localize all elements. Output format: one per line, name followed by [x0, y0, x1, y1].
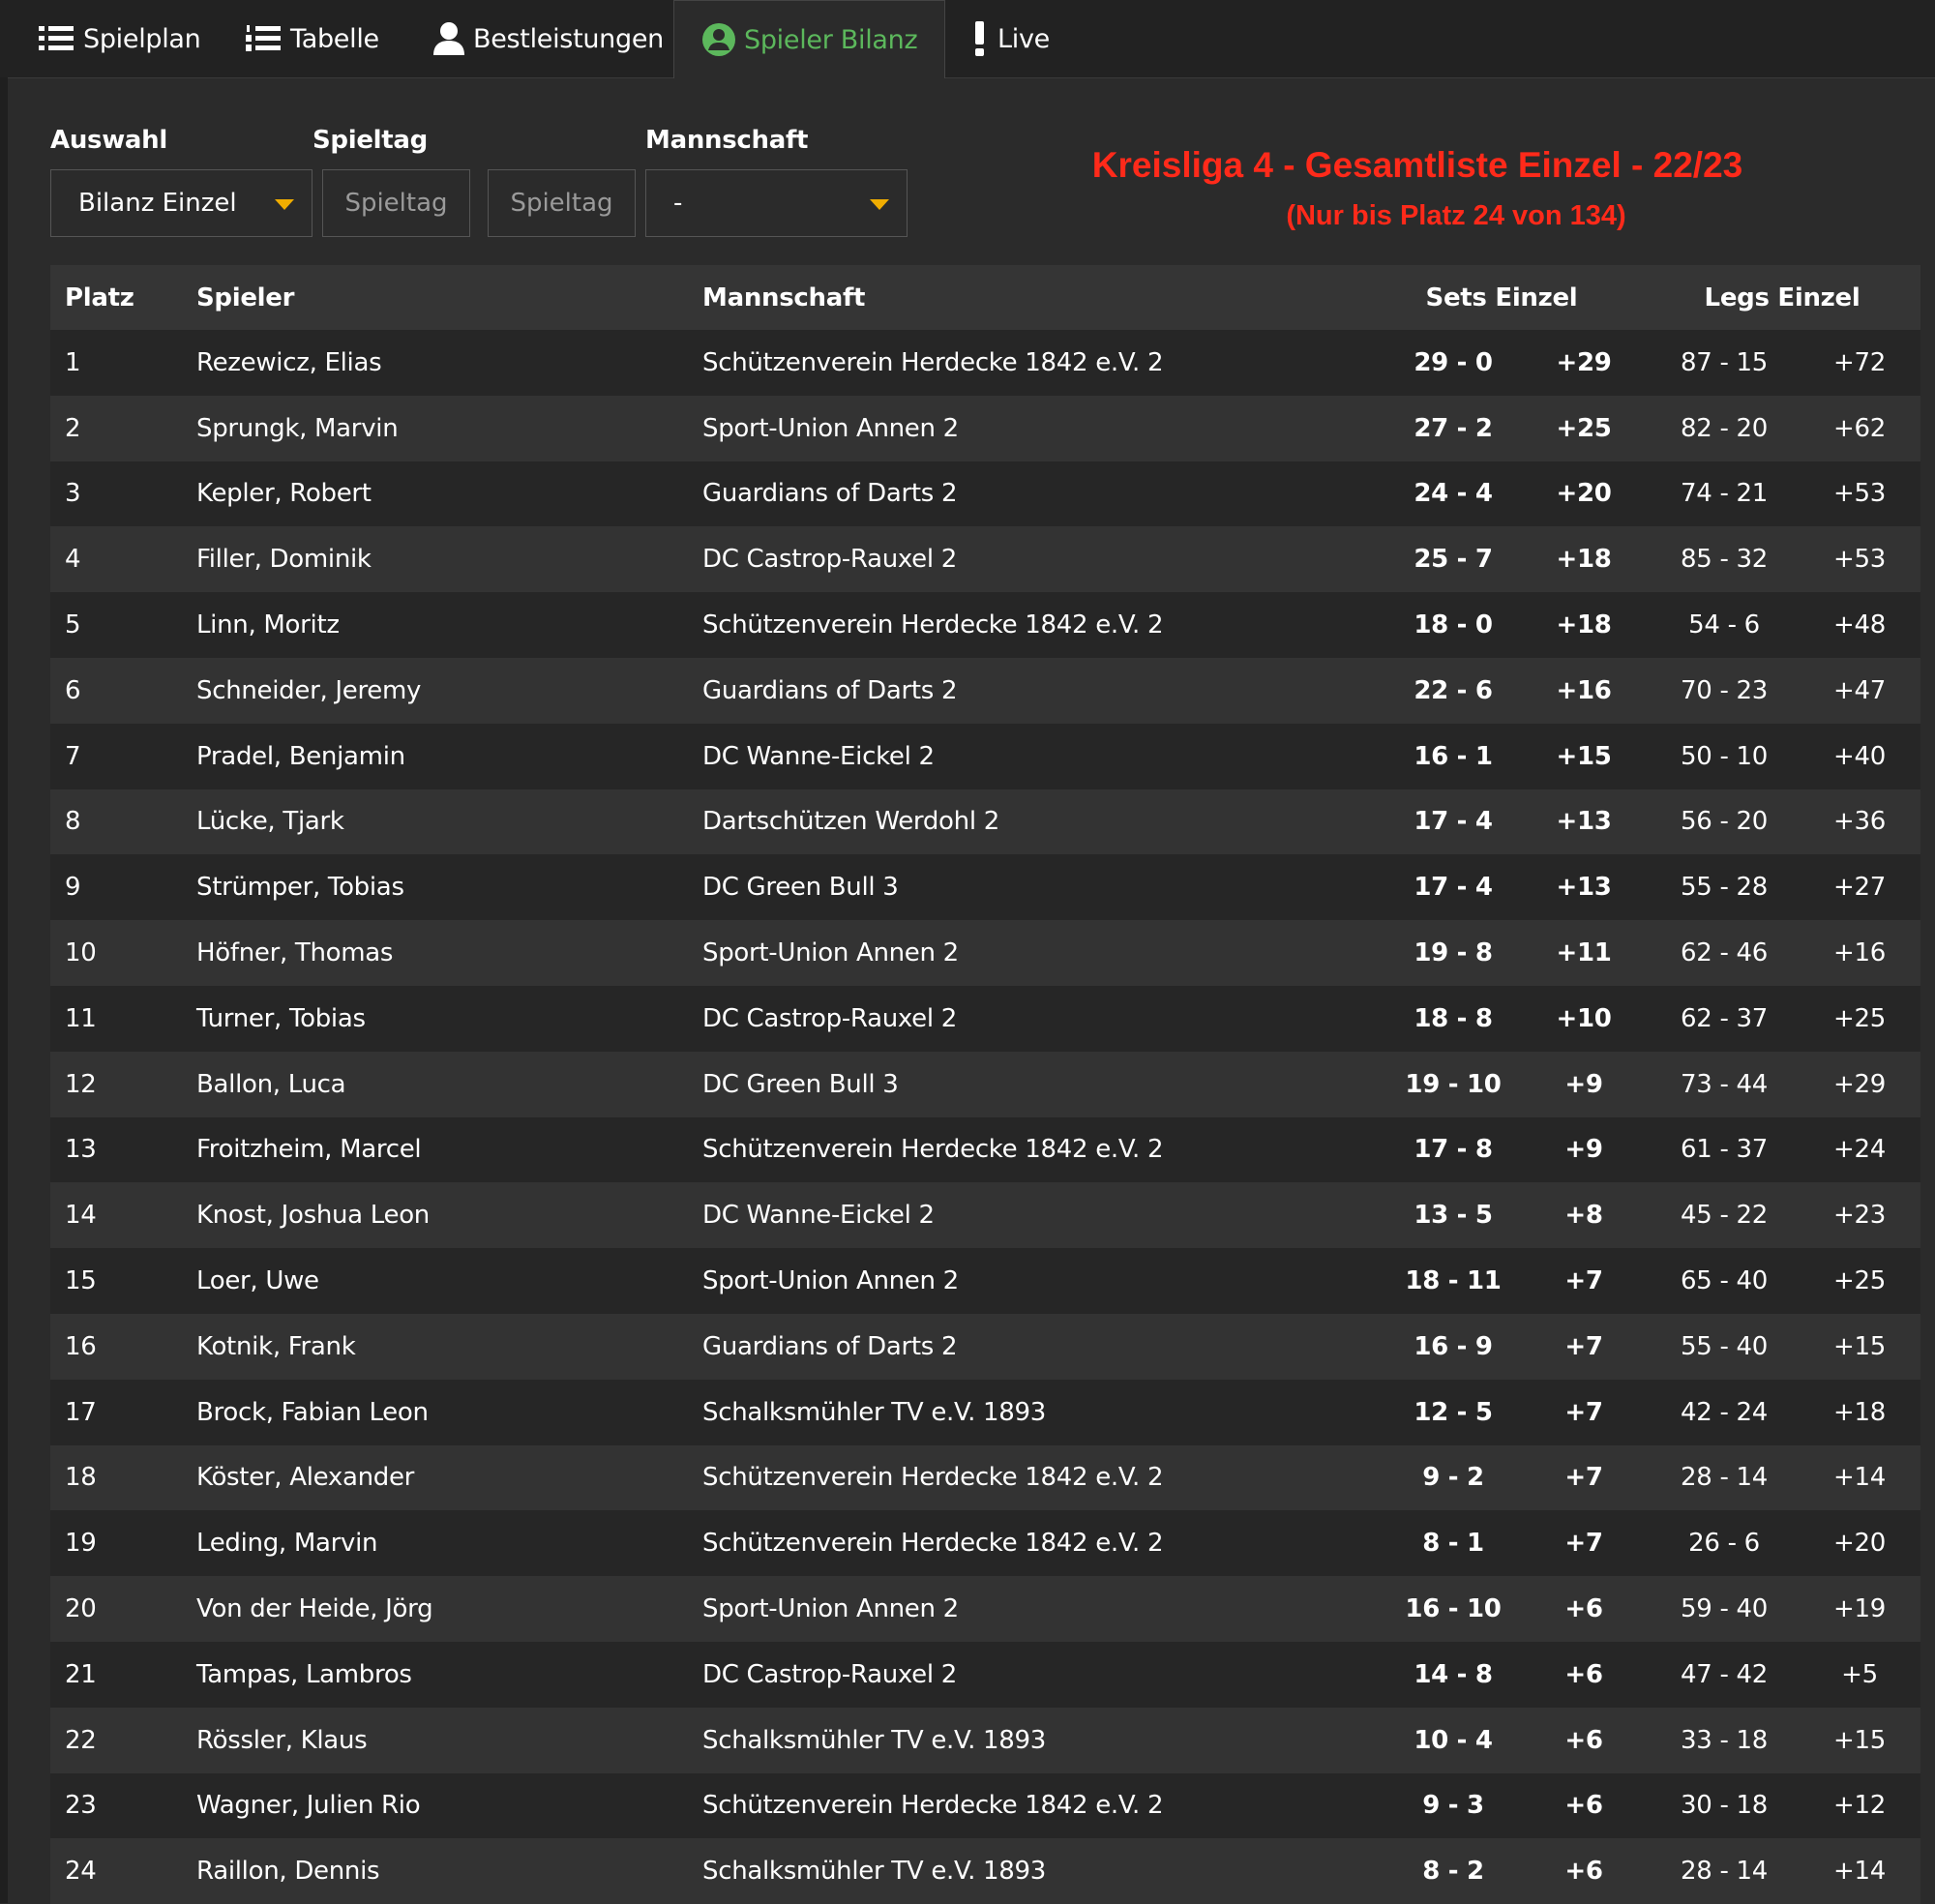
- platz-cell: 24: [65, 1857, 97, 1887]
- legs-cell: 54 - 6: [1688, 610, 1760, 640]
- spieler-cell: Rezewicz, Elias: [196, 347, 382, 377]
- table-row: [50, 920, 1920, 986]
- chevron-down-icon: [275, 199, 294, 210]
- table-row: [50, 1248, 1920, 1314]
- mannschaft-cell: Schützenverein Herdecke 1842 e.V. 2: [702, 1529, 1164, 1559]
- legs-diff-cell: +24: [1833, 1135, 1886, 1165]
- table-row: [50, 592, 1920, 658]
- tab-label: Spielplan: [83, 23, 201, 54]
- sets-diff-cell: +7: [1564, 1529, 1603, 1559]
- table-row: [50, 1380, 1920, 1445]
- table-row: [50, 526, 1920, 592]
- page-subtitle: (Nur bis Platz 24 von 134): [1286, 200, 1626, 231]
- sets-cell: 16 - 9: [1414, 1331, 1493, 1361]
- sets-diff-cell: +7: [1564, 1266, 1603, 1296]
- legs-diff-cell: +12: [1833, 1791, 1886, 1821]
- spieler-cell: Knost, Joshua Leon: [196, 1201, 430, 1231]
- platz-cell: 11: [65, 1003, 97, 1033]
- spieltag-from-input[interactable]: Spieltag: [322, 169, 470, 237]
- spieler-cell: Filler, Dominik: [196, 545, 372, 575]
- mannschaft-label: Mannschaft: [645, 126, 809, 155]
- auswahl-select[interactable]: [50, 169, 313, 237]
- sets-cell: 24 - 4: [1414, 479, 1493, 509]
- platz-cell: 13: [65, 1135, 97, 1165]
- mannschaft-cell: Guardians of Darts 2: [702, 479, 958, 509]
- legs-diff-cell: +36: [1833, 807, 1886, 837]
- sets-diff-cell: +7: [1564, 1331, 1603, 1361]
- sets-cell: 18 - 11: [1405, 1266, 1502, 1296]
- platz-cell: 9: [65, 873, 81, 903]
- mannschaft-cell: DC Green Bull 3: [702, 1069, 899, 1099]
- legs-cell: 70 - 23: [1681, 675, 1768, 705]
- table-row: [50, 330, 1920, 396]
- legs-diff-cell: +25: [1833, 1266, 1886, 1296]
- sets-cell: 17 - 4: [1414, 807, 1493, 837]
- legs-cell: 56 - 20: [1681, 807, 1768, 837]
- legs-diff-cell: +53: [1833, 479, 1886, 509]
- sets-cell: 10 - 4: [1414, 1725, 1493, 1755]
- mannschaft-cell: Guardians of Darts 2: [702, 1331, 958, 1361]
- spieler-cell: Brock, Fabian Leon: [196, 1397, 429, 1427]
- header-spieler: Spieler: [196, 283, 295, 312]
- sets-diff-cell: +10: [1556, 1003, 1612, 1033]
- legs-diff-cell: +47: [1833, 675, 1886, 705]
- mannschaft-cell: Schützenverein Herdecke 1842 e.V. 2: [702, 1135, 1164, 1165]
- legs-cell: 62 - 37: [1681, 1003, 1768, 1033]
- sets-diff-cell: +29: [1556, 347, 1612, 377]
- legs-diff-cell: +23: [1833, 1201, 1886, 1231]
- user-circle-icon: [701, 22, 736, 57]
- mannschaft-cell: Schützenverein Herdecke 1842 e.V. 2: [702, 1791, 1164, 1821]
- auswahl-label: Auswahl: [50, 126, 167, 155]
- legs-cell: 65 - 40: [1681, 1266, 1768, 1296]
- legs-diff-cell: +62: [1833, 413, 1886, 443]
- sets-diff-cell: +6: [1564, 1725, 1603, 1755]
- sets-diff-cell: +18: [1556, 610, 1612, 640]
- table-row: [50, 986, 1920, 1052]
- platz-cell: 15: [65, 1266, 97, 1296]
- sets-diff-cell: +9: [1564, 1135, 1603, 1165]
- platz-cell: 10: [65, 938, 97, 968]
- sets-diff-cell: +7: [1564, 1397, 1603, 1427]
- sets-diff-cell: +13: [1556, 873, 1612, 903]
- table-row: [50, 1642, 1920, 1708]
- spieler-cell: Köster, Alexander: [196, 1463, 415, 1493]
- header-sets: Sets Einzel: [1425, 283, 1578, 312]
- sets-cell: 18 - 8: [1414, 1003, 1493, 1033]
- spieler-cell: Raillon, Dennis: [196, 1857, 380, 1887]
- tab-label: Spieler Bilanz: [744, 24, 918, 55]
- sets-cell: 27 - 2: [1414, 413, 1493, 443]
- legs-diff-cell: +48: [1833, 610, 1886, 640]
- sets-diff-cell: +9: [1564, 1069, 1603, 1099]
- mannschaft-cell: Schalksmühler TV e.V. 1893: [702, 1857, 1047, 1887]
- header-mannschaft: Mannschaft: [702, 283, 866, 312]
- mannschaft-cell: DC Wanne-Eickel 2: [702, 741, 935, 771]
- platz-cell: 14: [65, 1201, 97, 1231]
- sets-diff-cell: +16: [1556, 675, 1612, 705]
- mannschaft-cell: DC Wanne-Eickel 2: [702, 1201, 935, 1231]
- sets-cell: 16 - 10: [1405, 1594, 1502, 1624]
- table-row: [50, 724, 1920, 789]
- sets-cell: 19 - 8: [1414, 938, 1493, 968]
- mannschaft-cell: DC Castrop-Rauxel 2: [702, 1659, 957, 1689]
- table-row: [50, 1182, 1920, 1248]
- spieler-cell: Sprungk, Marvin: [196, 413, 399, 443]
- legs-diff-cell: +29: [1833, 1069, 1886, 1099]
- legs-diff-cell: +19: [1833, 1594, 1886, 1624]
- spieler-cell: Von der Heide, Jörg: [196, 1594, 433, 1624]
- spieltag-label: Spieltag: [313, 126, 428, 155]
- legs-cell: 61 - 37: [1681, 1135, 1768, 1165]
- sets-cell: 12 - 5: [1414, 1397, 1493, 1427]
- left-strip: [0, 77, 8, 1903]
- legs-diff-cell: +27: [1833, 873, 1886, 903]
- top-nav: [0, 0, 1935, 78]
- sets-diff-cell: +15: [1556, 741, 1612, 771]
- platz-cell: 18: [65, 1463, 97, 1493]
- platz-cell: 21: [65, 1659, 97, 1689]
- spieler-cell: Rössler, Klaus: [196, 1725, 368, 1755]
- table-row: [50, 1773, 1920, 1839]
- platz-cell: 16: [65, 1331, 97, 1361]
- sets-cell: 25 - 7: [1414, 545, 1493, 575]
- legs-diff-cell: +40: [1833, 741, 1886, 771]
- table-row: [50, 1838, 1920, 1904]
- platz-cell: 6: [65, 675, 81, 705]
- platz-cell: 19: [65, 1529, 97, 1559]
- mannschaft-cell: Dartschützen Werdohl 2: [702, 807, 999, 837]
- legs-cell: 87 - 15: [1681, 347, 1768, 377]
- tab-tabelle[interactable]: [244, 0, 379, 77]
- legs-cell: 85 - 32: [1681, 545, 1768, 575]
- spieler-cell: Froitzheim, Marcel: [196, 1135, 422, 1165]
- sets-cell: 9 - 2: [1422, 1463, 1484, 1493]
- table-row: [50, 1445, 1920, 1511]
- legs-diff-cell: +5: [1841, 1659, 1878, 1689]
- legs-cell: 50 - 10: [1681, 741, 1768, 771]
- sets-diff-cell: +6: [1564, 1857, 1603, 1887]
- sets-cell: 17 - 8: [1414, 1135, 1493, 1165]
- sets-cell: 29 - 0: [1414, 347, 1493, 377]
- spieltag-to-input[interactable]: Spieltag: [488, 169, 636, 237]
- table-row: [50, 1314, 1920, 1380]
- sets-cell: 16 - 1: [1414, 741, 1493, 771]
- sets-diff-cell: +11: [1556, 938, 1612, 968]
- platz-cell: 12: [65, 1069, 97, 1099]
- legs-cell: 45 - 22: [1681, 1201, 1768, 1231]
- tab-bestleistungen[interactable]: [432, 0, 664, 77]
- spieler-cell: Wagner, Julien Rio: [196, 1791, 421, 1821]
- exclamation-icon: [970, 20, 990, 57]
- platz-cell: 20: [65, 1594, 97, 1624]
- spieler-cell: Kotnik, Frank: [196, 1331, 356, 1361]
- tab-spielplan[interactable]: [37, 0, 201, 77]
- table-row: [50, 1052, 1920, 1117]
- table-row: [50, 1117, 1920, 1183]
- legs-diff-cell: +25: [1833, 1003, 1886, 1033]
- sets-diff-cell: +7: [1564, 1463, 1603, 1493]
- legs-diff-cell: +18: [1833, 1397, 1886, 1427]
- table-body: [50, 330, 1920, 1904]
- mannschaft-cell: Schützenverein Herdecke 1842 e.V. 2: [702, 347, 1164, 377]
- legs-diff-cell: +53: [1833, 545, 1886, 575]
- table-row: [50, 854, 1920, 920]
- header-legs: Legs Einzel: [1704, 283, 1861, 312]
- mannschaft-cell: Schalksmühler TV e.V. 1893: [702, 1397, 1047, 1427]
- table-row: [50, 1708, 1920, 1773]
- spieler-cell: Höfner, Thomas: [196, 938, 394, 968]
- mannschaft-cell: DC Castrop-Rauxel 2: [702, 545, 957, 575]
- mannschaft-cell: Schützenverein Herdecke 1842 e.V. 2: [702, 1463, 1164, 1493]
- spieler-cell: Tampas, Lambros: [196, 1659, 412, 1689]
- sets-cell: 19 - 10: [1405, 1069, 1502, 1099]
- mannschaft-cell: Schützenverein Herdecke 1842 e.V. 2: [702, 610, 1164, 640]
- legs-cell: 28 - 14: [1681, 1463, 1768, 1493]
- sets-diff-cell: +6: [1564, 1659, 1603, 1689]
- legs-cell: 55 - 28: [1681, 873, 1768, 903]
- sets-cell: 14 - 8: [1414, 1659, 1493, 1689]
- legs-diff-cell: +20: [1833, 1529, 1886, 1559]
- legs-diff-cell: +14: [1833, 1857, 1886, 1887]
- legs-cell: 30 - 18: [1681, 1791, 1768, 1821]
- sets-diff-cell: +8: [1564, 1201, 1603, 1231]
- platz-cell: 4: [65, 545, 81, 575]
- table-header: [50, 265, 1920, 330]
- sets-diff-cell: +6: [1564, 1791, 1603, 1821]
- sets-cell: 8 - 2: [1422, 1857, 1484, 1887]
- legs-cell: 74 - 21: [1681, 479, 1768, 509]
- platz-cell: 3: [65, 479, 81, 509]
- platz-cell: 17: [65, 1397, 97, 1427]
- ordered-list-icon: [244, 22, 283, 55]
- spieler-cell: Strümper, Tobias: [196, 873, 404, 903]
- tab-label: Live: [997, 23, 1050, 54]
- sets-diff-cell: +6: [1564, 1594, 1603, 1624]
- page-title: Kreisliga 4 - Gesamtliste Einzel - 22/23: [1091, 145, 1743, 185]
- table-row: [50, 396, 1920, 461]
- spieler-cell: Loer, Uwe: [196, 1266, 319, 1296]
- tab-label: Tabelle: [290, 23, 379, 54]
- legs-cell: 33 - 18: [1681, 1725, 1768, 1755]
- legs-cell: 47 - 42: [1681, 1659, 1768, 1689]
- table-row: [50, 1576, 1920, 1642]
- spieler-cell: Leding, Marvin: [196, 1529, 378, 1559]
- ranking-table: [50, 265, 1920, 1904]
- platz-cell: 7: [65, 741, 81, 771]
- legs-cell: 82 - 20: [1681, 413, 1768, 443]
- mannschaft-cell: Sport-Union Annen 2: [702, 1266, 959, 1296]
- list-icon: [37, 22, 75, 55]
- sets-cell: 9 - 3: [1422, 1791, 1484, 1821]
- tab-live[interactable]: [970, 0, 1050, 77]
- spieler-cell: Ballon, Luca: [196, 1069, 346, 1099]
- platz-cell: 1: [65, 347, 81, 377]
- legs-diff-cell: +16: [1833, 938, 1886, 968]
- spieler-cell: Kepler, Robert: [196, 479, 372, 509]
- legs-cell: 26 - 6: [1688, 1529, 1760, 1559]
- sets-cell: 22 - 6: [1414, 675, 1493, 705]
- mannschaft-select[interactable]: [645, 169, 908, 237]
- legs-diff-cell: +72: [1833, 347, 1886, 377]
- auswahl-value: Bilanz Einzel: [78, 189, 237, 218]
- platz-cell: 8: [65, 807, 81, 837]
- legs-cell: 59 - 40: [1681, 1594, 1768, 1624]
- chevron-down-icon: [870, 199, 889, 210]
- mannschaft-cell: Guardians of Darts 2: [702, 675, 958, 705]
- tab-spieler-bilanz[interactable]: [673, 0, 945, 78]
- legs-diff-cell: +14: [1833, 1463, 1886, 1493]
- legs-cell: 55 - 40: [1681, 1331, 1768, 1361]
- mannschaft-cell: DC Green Bull 3: [702, 873, 899, 903]
- sets-diff-cell: +13: [1556, 807, 1612, 837]
- platz-cell: 2: [65, 413, 81, 443]
- legs-cell: 28 - 14: [1681, 1857, 1768, 1887]
- mannschaft-cell: Sport-Union Annen 2: [702, 938, 959, 968]
- spieler-cell: Lücke, Tjark: [196, 807, 344, 837]
- sets-cell: 17 - 4: [1414, 873, 1493, 903]
- mannschaft-cell: DC Castrop-Rauxel 2: [702, 1003, 957, 1033]
- sets-diff-cell: +25: [1556, 413, 1612, 443]
- table-row: [50, 789, 1920, 855]
- legs-cell: 62 - 46: [1681, 938, 1768, 968]
- spieler-cell: Linn, Moritz: [196, 610, 340, 640]
- mannschaft-cell: Sport-Union Annen 2: [702, 1594, 959, 1624]
- platz-cell: 5: [65, 610, 81, 640]
- sets-cell: 18 - 0: [1414, 610, 1493, 640]
- legs-diff-cell: +15: [1833, 1331, 1886, 1361]
- platz-cell: 22: [65, 1725, 97, 1755]
- mannschaft-cell: Schalksmühler TV e.V. 1893: [702, 1725, 1047, 1755]
- legs-cell: 73 - 44: [1681, 1069, 1768, 1099]
- sets-cell: 13 - 5: [1414, 1201, 1493, 1231]
- sets-cell: 8 - 1: [1422, 1529, 1484, 1559]
- spieler-cell: Schneider, Jeremy: [196, 675, 422, 705]
- user-icon: [432, 21, 465, 56]
- legs-cell: 42 - 24: [1681, 1397, 1768, 1427]
- platz-cell: 23: [65, 1791, 97, 1821]
- mannschaft-cell: Sport-Union Annen 2: [702, 413, 959, 443]
- table-row: [50, 1510, 1920, 1576]
- sets-diff-cell: +18: [1556, 545, 1612, 575]
- tab-label: Bestleistungen: [473, 23, 664, 54]
- spieler-cell: Pradel, Benjamin: [196, 741, 405, 771]
- spieler-cell: Turner, Tobias: [196, 1003, 366, 1033]
- table-row: [50, 461, 1920, 527]
- mannschaft-value: -: [673, 189, 683, 218]
- header-platz: Platz: [65, 283, 134, 312]
- legs-diff-cell: +15: [1833, 1725, 1886, 1755]
- sets-diff-cell: +20: [1556, 479, 1612, 509]
- table-row: [50, 658, 1920, 724]
